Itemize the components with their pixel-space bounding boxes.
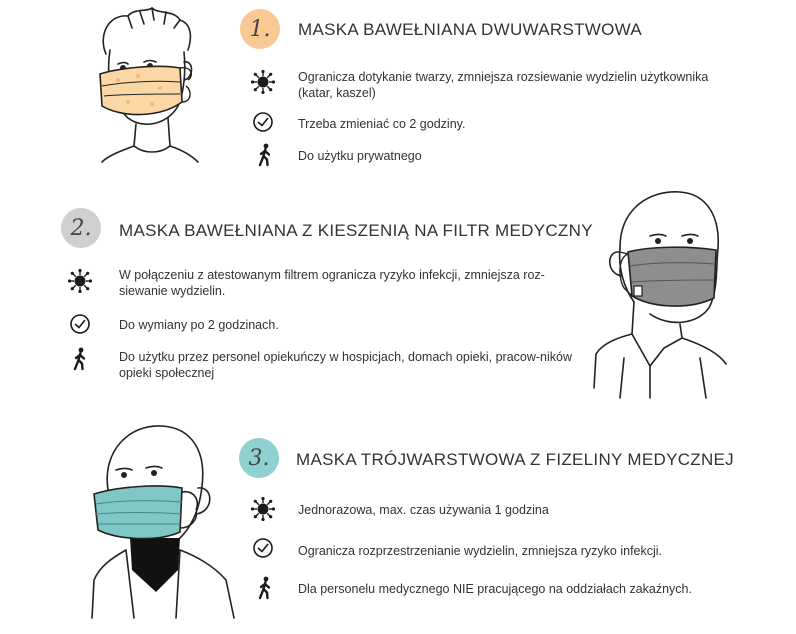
item-text: Ogranicza rozprzestrzenianie wydzielin, zmniejsza ryzyko infekcji. — [298, 544, 663, 558]
item-text: Do użytku prywatnego — [298, 149, 422, 163]
section-title: MASKA BAWEŁNIANA DWUWARSTWOWA — [298, 20, 643, 39]
item-text: Ogranicza dotykanie twarzy, zmniejsza rozsiewanie wydzielin użytkownika (katar, kaszel) — [298, 70, 709, 100]
item-text: Trzeba zmieniać co 2 godziny. — [298, 117, 466, 131]
person-medical-mask-illustration — [90, 420, 240, 620]
walking-person-icon — [68, 347, 92, 371]
item-text: Do użytku przez personel opiekuńczy w hospicjach, domach opieki, pracow-ników opieki społecznej — [119, 350, 572, 380]
item-text: Dla personelu medycznego NIE pracującego na oddziałach zakaźnych. — [298, 582, 692, 596]
section-number-badge: 1. — [240, 9, 280, 49]
virus-icon — [251, 497, 275, 521]
virus-icon — [251, 70, 275, 94]
person-filter-mask-illustration — [590, 188, 740, 403]
virus-icon — [68, 269, 92, 293]
walking-person-icon — [253, 576, 277, 600]
section-number-badge: 2. — [61, 208, 101, 248]
walking-person-icon — [253, 143, 277, 167]
section-title: MASKA BAWEŁNIANA Z KIESZENIĄ NA FILTR MEDYCZNY — [119, 221, 593, 240]
item-text: W połączeniu z atestowanym filtrem ogranicza ryzyko infekcji, zmniejsza roz-siewanie wydzielin. — [119, 268, 545, 298]
section-number-badge: 3. — [239, 438, 279, 478]
person-cotton-mask-illustration — [88, 6, 208, 164]
item-text: Jednorazowa, max. czas używania 1 godzina — [298, 503, 549, 517]
section-title: MASKA TRÓJWARSTWOWA Z FIZELINY MEDYCZNEJ — [296, 450, 734, 469]
clock-icon — [68, 312, 92, 336]
item-text: Do wymiany po 2 godzinach. — [119, 318, 279, 332]
clock-icon — [251, 110, 275, 134]
clock-icon — [251, 536, 275, 560]
